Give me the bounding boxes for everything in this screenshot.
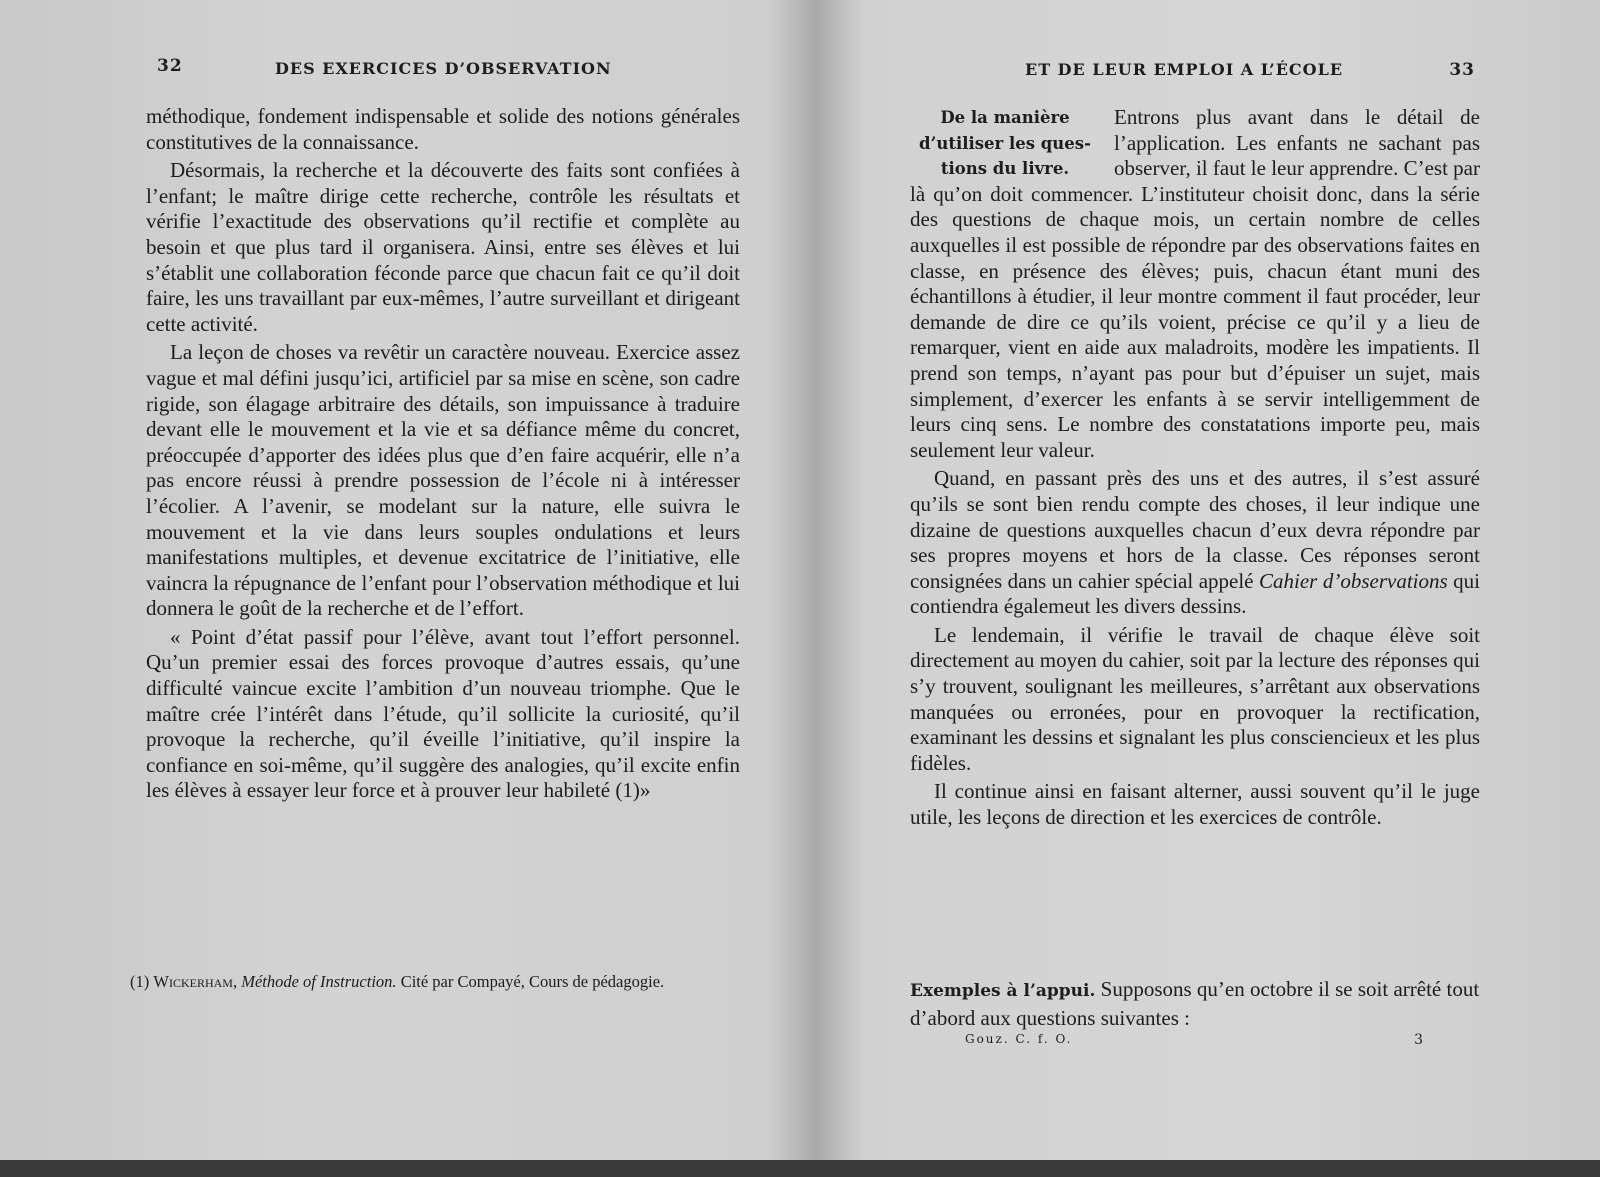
footnote: [130, 972, 740, 991]
paragraph: Le lendemain, il vérifie le travail de chaque élève soit directement au moyen du cahier, soit par la lecture des réponses qui s’y trouvent, soulignant les meilleures, s’arrêtant aux observations manquées ou erronées, pour en provoquer la rectification, examinant les dessins et signalant les plus consciencieux et les plus fidèles.: [910, 622, 1480, 775]
running-head-title: DES EXERCICES D’OBSERVATION: [275, 59, 612, 78]
paragraph: Désormais, la recherche et la découverte des faits sont confiées à l’enfant; le maître dirige cette recherche, contrôle les résultats et vérifie l’exactitude des observations qu’il rectifie et complète au besoin et que plus tard il organisera. Ainsi, entre ses élèves et lui s’établit une collaboration féconde parce que chacun fait ce qu’il doit faire, les uns travaillant par eux-mêmes, l’autre surveillant et dirigeant cette activité.: [146, 158, 740, 336]
paragraph: Il continue ainsi en faisant alterner, aussi souvent qu’il le juge utile, les leçons de direction et les exercices de contrôle.: [910, 779, 1480, 830]
page-number: 33: [1449, 60, 1475, 80]
paragraph: La leçon de choses va revêtir un caractère nouveau. Exercice assez vague et mal défini jusqu’ici, artificiel par sa mise en scène, son cadre rigide, son élagage arbitraire des détails, son impuissance à traduire devant elle le mouvement et la vie et sa défiance même du concret, préoccupée d’apporter des idées plus que d’en faire acquérir, elle n’a pas encore réussi à prendre possession de l’école ni à intéresser l’écolier. A l’avenir, se modelant sur la nature, elle suivra le mouvement et la vie dans leurs souples ondulations et leurs manifestations multiples, et devenue excitatrice de l’initiative, elle vaincra la répugnance de l’enfant pour l’observation méthodique et lui donnera le goût de la recherche et de l’effort.: [146, 340, 740, 621]
running-head: [130, 56, 740, 80]
page-number: 32: [157, 56, 183, 76]
paragraph-text: qui contiendra égalemeut les divers dessins.: [910, 568, 1481, 619]
paragraph-text: Quand, en passant près des uns et des autres, il s’est assuré qu’ils se sont bien rendu compte des choses, il leur indique une dizaine de questions auxquelles chacun d’eux devra répondre par ses propres moyens et hors de la classe. Ces réponses seront consignées dans un cahier spécial appelé: [910, 466, 1480, 593]
paragraph: [910, 466, 1480, 620]
paragraph: méthodique, fondement indispensable et solide des notions générales constitutives de la connaissance.: [146, 104, 740, 154]
margin-note-line: d’utiliser les ques-: [919, 133, 1091, 153]
paragraph: [910, 105, 1480, 463]
body-text: [910, 105, 1480, 831]
margin-note-line: De la manière: [940, 108, 1070, 127]
margin-note: [910, 105, 1100, 182]
left-page: [130, 0, 740, 1160]
paragraph: « Point d’état passif pour l’élève, avant tout l’effort personnel. Qu’un premier essai des forces provoque d’autres essais, qu’une difficulté vaincue excite l’ambition d’un nouveau triomphe. Que le maître crée l’intérêt dans l’étude, qu’il sollicite la curiosité, qu’il provoque la recherche, qu’il éveille l’initiative, qu’il inspire la confiance en soi-même, qu’il suggère des analogies, qu’il excite enfin les élèves à essayer leur force et à prouver leur habileté (1)»: [146, 624, 740, 803]
running-head: [905, 56, 1485, 80]
examples-text: Supposons qu’en octobre il se soit arrêté tout d’abord aux questions suivantes :: [910, 977, 1480, 1030]
right-page: [905, 0, 1485, 1160]
examples-paragraph: [910, 976, 1480, 1032]
signature-mark: Gouz. C. f. O.: [965, 1032, 1073, 1046]
signature-number: 3: [1414, 1032, 1425, 1048]
body-text: [146, 104, 740, 804]
footnote-marker: (1): [130, 972, 150, 991]
footnote-author: Wickerham,: [153, 972, 238, 991]
italic-term: Cahier d’observations: [1259, 568, 1448, 593]
printer-signature: [965, 1032, 1425, 1046]
examples-heading: Exemples à l’appui.: [910, 981, 1096, 1001]
footnote-work: Méthode of Instruction.: [241, 972, 397, 991]
footnote-rest: Cité par Compayé, Cours de pédagogie.: [400, 972, 665, 991]
margin-note-line: tions du livre.: [940, 159, 1070, 179]
running-head-title: ET DE LEUR EMPLOI A L’ÉCOLE: [1025, 60, 1344, 79]
paragraph-text: Entrons plus avant dans le détail de l’application. Les enfants ne sachant pas observer, il faut le leur apprendre. C’est par là qu’on doit commencer. L’instituteur choisit donc, dans la série des questions de chaque mois, un certain nombre de celles auxquelles il est possible de répondre par des observations faites en classe, en présence des élèves; puis, chacun étant muni des échantillons à étudier, il leur montre comment il faut procéder, leur demande de dire ce qu’ils voient, précise ce qu’il y a lieu de remarquer, vient en aide aux maladroits, modère les impatients. Il prend son temps, n’ayant pas pour but d’épuiser un sujet, mais simplement, d’exercer les enfants à se servir intelligemment de leurs cinq sens. Le nombre des constatations importe peu, mais seulement leur valeur.: [910, 105, 1480, 462]
